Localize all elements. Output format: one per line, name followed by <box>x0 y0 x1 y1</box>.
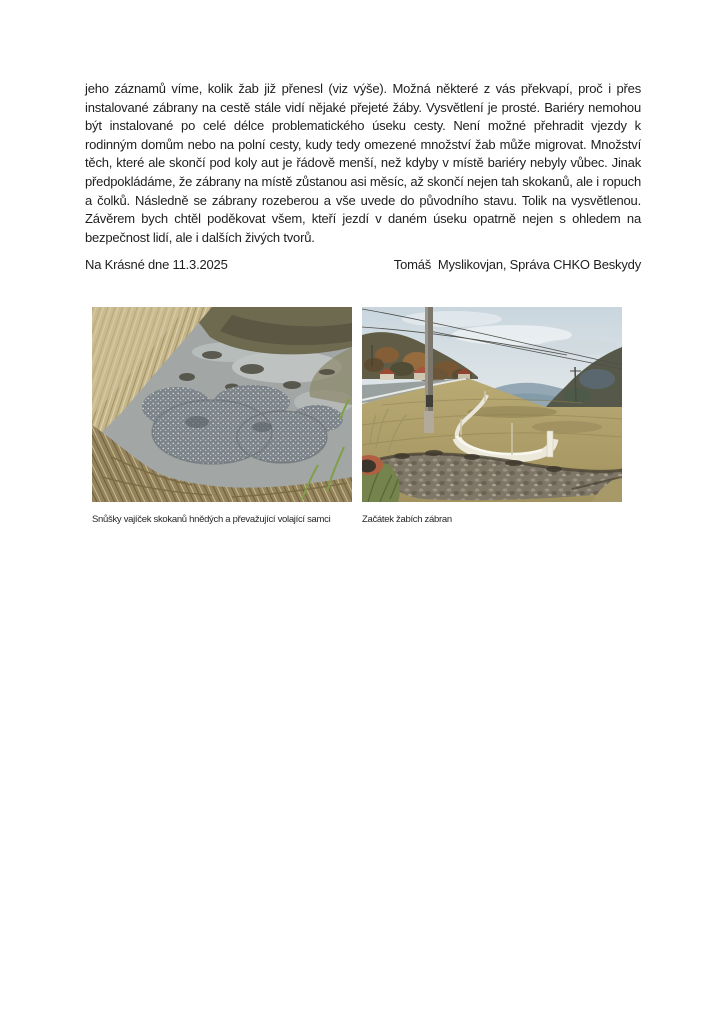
frog-barrier-fence-image <box>362 307 622 502</box>
pond-photo <box>92 307 352 502</box>
figures-row <box>92 307 622 525</box>
signature: Tomáš Myslikovjan, Správa CHKO Beskydy <box>393 257 641 272</box>
paragraph: jeho záznamů víme, kolik žab již přenesl (viz výše). Možná některé z vás překvapí, proč i přes instalované zábrany na cestě stále vidí nějaké přejeté žáby. Vysvětlení je prosté. Bariéry nemohou být instalované po celé délce problematického úseku cesty. Není možné přehradit vjezdy k rodinným domům nebo na polní cesty, kudy tedy omezené množství žab může migrovat. Množství těch, které ale skončí pod koly aut je řádově menší, než kdyby v místě bariéry nebyly vůbec. Jinak předpokládáme, že zábrany na místě zůstanou asi měsíc, až skončí nejen tah skokanů, ale i ropuch a čolků. Následně se zábrany rozeberou a vše uvede do původního stavu. Tolik na vysvětlenou. Závěrem bych chtěl poděkovat všem, kteří jezdí v daném úseku opatrně nejen s ohledem na bezpečnost lidí, ale i dalších živých tvorů. <box>85 81 641 245</box>
figure-caption-pond: Snůšky vajíček skokanů hnědých a převažující volající samci <box>92 514 331 525</box>
barrier-photo <box>362 307 622 502</box>
figure-caption-barrier: Začátek žabích zábran <box>362 514 452 525</box>
pond-with-frog-spawn-image <box>92 307 352 502</box>
figure-barrier <box>362 307 622 525</box>
signature-row <box>85 257 641 272</box>
figure-pond <box>92 307 352 525</box>
dateline: Na Krásné dne 11.3.2025 <box>85 257 228 272</box>
